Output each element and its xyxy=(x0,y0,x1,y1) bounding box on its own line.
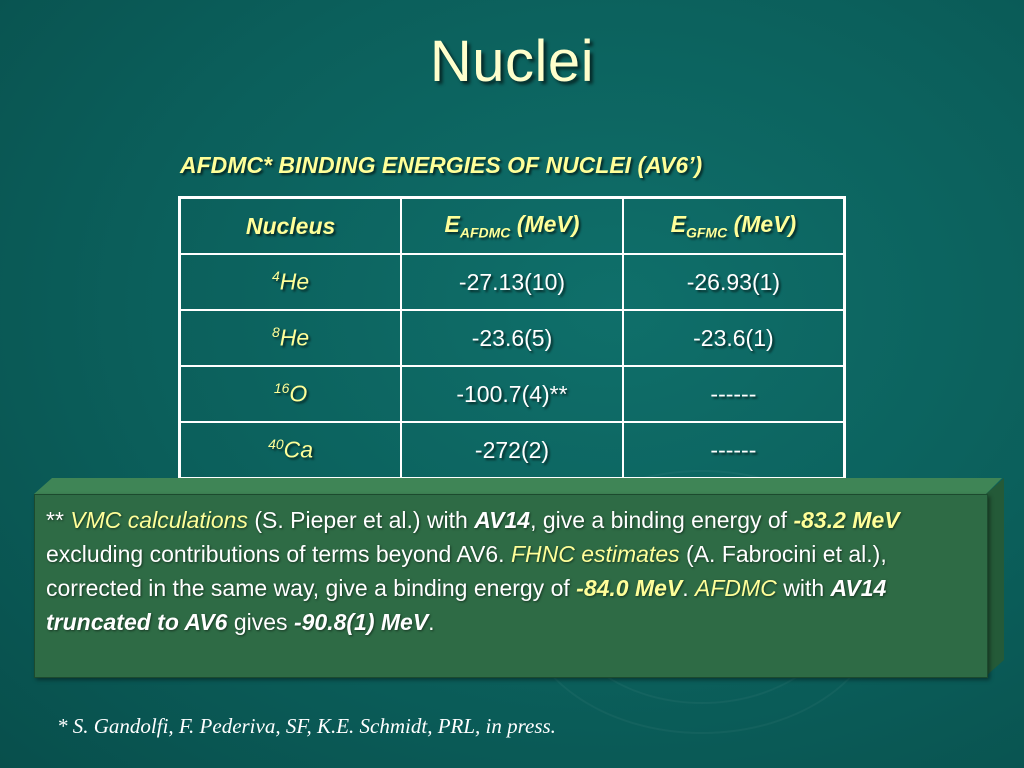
header-afdmc-main: E xyxy=(444,211,460,238)
note-vmc: VMC calculations xyxy=(70,507,248,533)
element-symbol: He xyxy=(279,324,310,351)
table-header-row xyxy=(180,198,845,255)
gfmc-value: -26.93(1) xyxy=(623,254,845,310)
note-text-span: . xyxy=(428,609,435,635)
table-row xyxy=(180,254,845,310)
afdmc-value: -100.7(4)** xyxy=(401,366,623,422)
afdmc-value: -23.6(5) xyxy=(401,310,623,366)
afdmc-value: -27.13(10) xyxy=(401,254,623,310)
header-gfmc-sub: GFMC xyxy=(685,224,728,241)
note-text-span: gives xyxy=(227,609,294,635)
element-symbol: Ca xyxy=(283,436,314,463)
mass-number: 40 xyxy=(268,436,284,453)
note-text xyxy=(46,503,982,639)
mass-number: 8 xyxy=(271,324,280,341)
note-text-span: (A. Fabrocini et al.), corrected in the same way, give a binding energy of xyxy=(46,541,887,601)
binding-energy-table xyxy=(178,196,846,480)
gfmc-value: -23.6(1) xyxy=(623,310,845,366)
slide-title: Nuclei xyxy=(429,29,595,94)
nucleus-cell xyxy=(180,366,402,422)
table-caption: AFDMC* BINDING ENERGIES OF NUCLEI (AV6’) xyxy=(180,152,703,178)
note-vmc-energy: -83.2 MeV xyxy=(793,507,900,533)
mass-number: 4 xyxy=(271,268,280,285)
note-text-span: with xyxy=(776,575,831,601)
header-gfmc-main: E xyxy=(670,211,686,238)
note-asterisks: ** xyxy=(46,507,71,533)
note-av14: AV14 xyxy=(474,507,531,533)
note-text-span: , give a binding energy of xyxy=(530,507,794,533)
gfmc-value: ------ xyxy=(623,366,845,422)
header-nucleus: Nucleus xyxy=(180,198,402,255)
gfmc-value: ------ xyxy=(623,422,845,479)
note-box-top-bevel xyxy=(34,478,1002,494)
note-fhnc-energy: -84.0 MeV xyxy=(576,575,683,601)
mass-number: 16 xyxy=(273,380,290,397)
afdmc-value: -272(2) xyxy=(401,422,623,479)
nucleus-cell xyxy=(180,422,402,479)
note-box-side-bevel xyxy=(986,478,1004,676)
note-afdmc-energy: -90.8(1) MeV xyxy=(293,609,429,635)
note-afdmc: AFDMC xyxy=(695,575,777,601)
note-av14-truncated: AV14 truncated to AV6 xyxy=(46,575,887,635)
element-symbol: O xyxy=(289,380,308,407)
header-afdmc-unit: (MeV) xyxy=(510,211,580,238)
header-afdmc-sub: AFDMC xyxy=(459,224,511,241)
nucleus-cell xyxy=(180,254,402,310)
note-text-span: (S. Pieper et al.) with xyxy=(247,507,475,533)
element-symbol: He xyxy=(279,268,310,295)
footnote-citation: * S. Gandolfi, F. Pederiva, SF, K.E. Schmidt, PRL, in press. xyxy=(57,714,556,738)
note-text-span: . xyxy=(682,575,696,601)
nucleus-cell xyxy=(180,310,402,366)
table-row xyxy=(180,366,845,422)
table-row xyxy=(180,422,845,479)
note-fhnc: FHNC estimates xyxy=(510,541,680,567)
table-row xyxy=(180,310,845,366)
header-gfmc-unit: (MeV) xyxy=(727,211,797,238)
header-e-gfmc xyxy=(623,198,845,255)
note-text-span: excluding contributions of terms beyond AV6. xyxy=(46,541,511,567)
header-e-afdmc xyxy=(401,198,623,255)
